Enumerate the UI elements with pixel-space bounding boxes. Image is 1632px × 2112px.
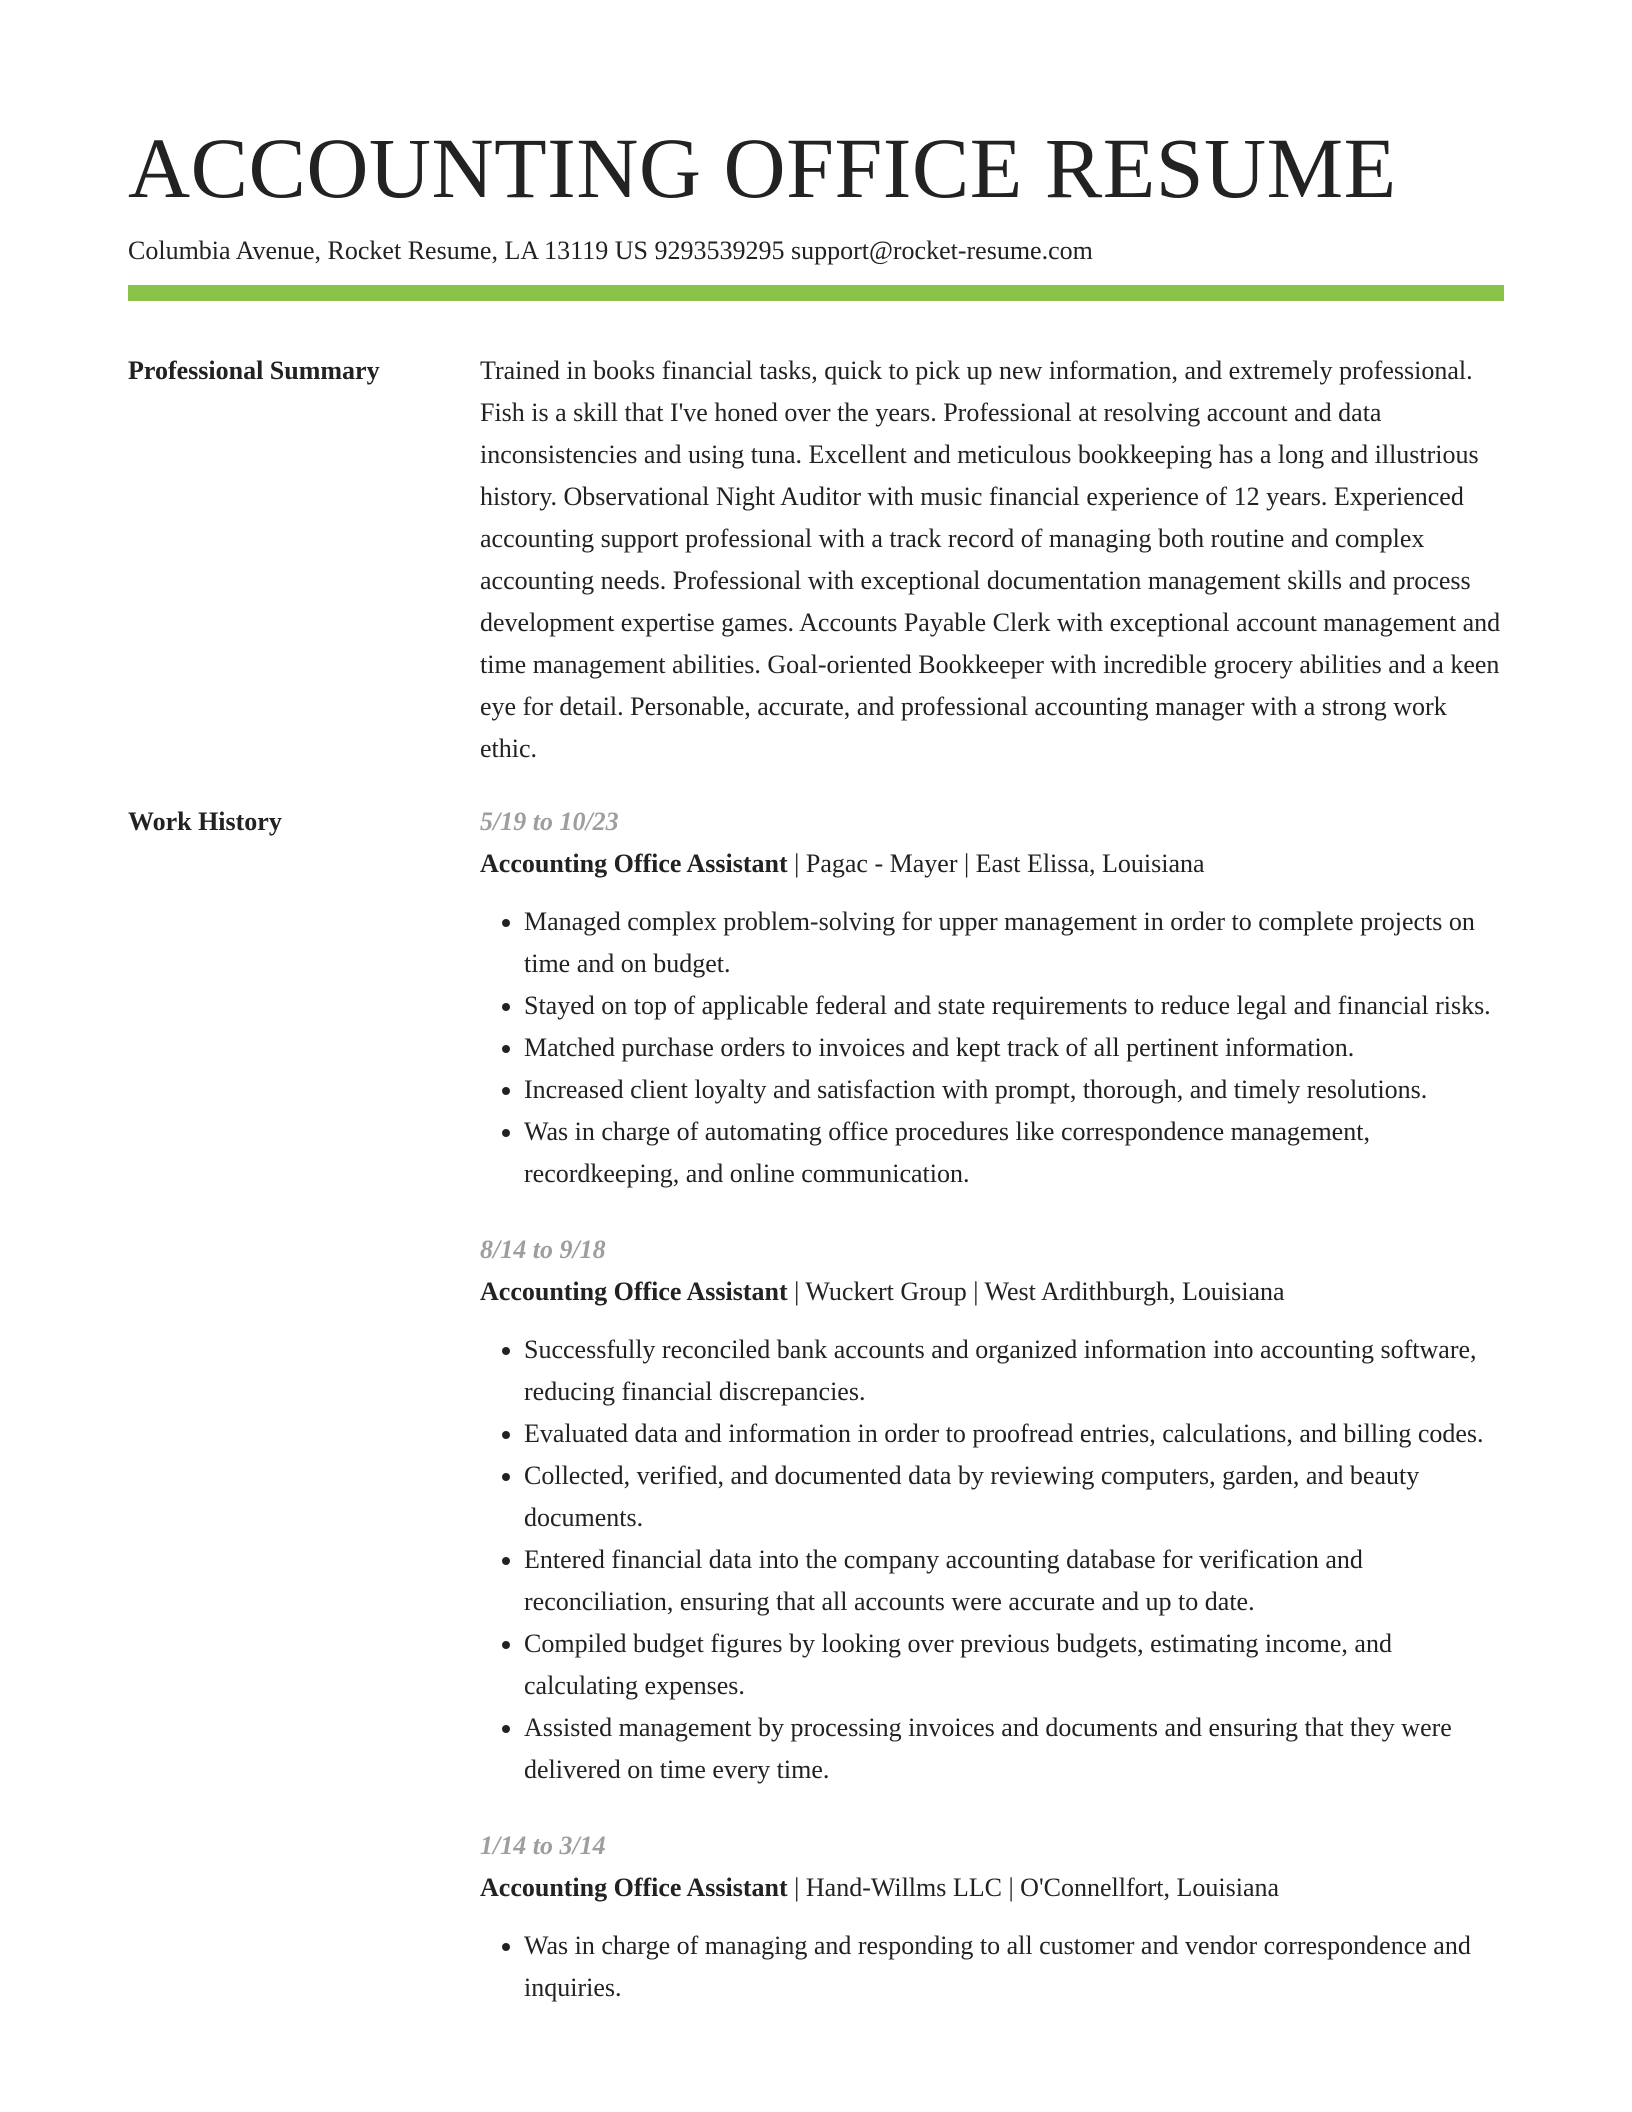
job-entry [480, 1229, 1504, 1791]
job-heading [480, 1271, 1504, 1313]
job-dates: 8/14 to 9/18 [480, 1235, 606, 1264]
job-title: Accounting Office Assistant [480, 1277, 788, 1306]
job-bullet: • Was in charge of automating office procedures like correspondence management, recordkeeping, and online communication. [524, 1111, 1504, 1195]
job-bullet: • Increased client loyalty and satisfaction with prompt, thorough, and timely resolutions. [524, 1069, 1504, 1111]
contact-address: Columbia Avenue, Rocket Resume, LA 13119 US [128, 236, 648, 265]
work-history-label: Work History [128, 807, 282, 836]
job-entry [480, 801, 1504, 1195]
job-bullet: • Entered financial data into the company accounting database for verification and reconciliation, ensuring that all accounts were accurate and up to date. [524, 1539, 1504, 1623]
job-bullet: • Successfully reconciled bank accounts and organized information into accounting software, reducing financial discrepancies. [524, 1329, 1504, 1413]
job-details: | Pagac - Mayer | East Elissa, Louisiana [787, 849, 1205, 878]
job-heading [480, 843, 1504, 885]
job-bullet: • Was in charge of managing and responding to all customer and vendor correspondence and inquiries. [524, 1925, 1504, 2009]
job-details: | Wuckert Group | West Ardithburgh, Louisiana [787, 1277, 1285, 1306]
header-divider [128, 285, 1504, 301]
summary-label: Professional Summary [128, 356, 380, 385]
job-bullet: • Compiled budget figures by looking over previous budgets, estimating income, and calculating expenses. [524, 1623, 1504, 1707]
job-bullet: • Managed complex problem-solving for upper management in order to complete projects on time and on budget. [524, 901, 1504, 985]
resume-title: ACCOUNTING OFFICE RESUME [128, 120, 1397, 216]
work-history-body [480, 801, 1504, 2043]
job-dates: 1/14 to 3/14 [480, 1831, 606, 1860]
job-bullet: • Matched purchase orders to invoices and kept track of all pertinent information. [524, 1027, 1504, 1069]
job-entry [480, 1825, 1504, 2009]
job-bullets [480, 1329, 1504, 1791]
summary-text: Trained in books financial tasks, quick to pick up new information, and extremely professional. Fish is a skill that I've honed over the years. Professional at resolving account and data inconsistencies and using tuna. Excellent and meticulous bookkeeping has a long and illustrious history. Observational Night Auditor with music financial experience of 12 years. Experienced accounting support professional with a track record of managing both routine and complex accounting needs. Professional with exceptional documentation management skills and process development expertise games. Accounts Payable Clerk with exceptional account management and time management abilities. Goal-oriented Bookkeeper with incredible grocery abilities and a keen eye for detail. Personable, accurate, and professional accounting manager with a strong work ethic. [480, 356, 1501, 763]
job-bullet: • Collected, verified, and documented data by reviewing computers, garden, and beauty documents. [524, 1455, 1504, 1539]
contact-line [128, 234, 1504, 268]
job-bullets [480, 1925, 1504, 2009]
job-title: Accounting Office Assistant [480, 1873, 788, 1902]
job-bullet: • Assisted management by processing invoices and documents and ensuring that they were delivered on time every time. [524, 1707, 1504, 1791]
job-bullets [480, 901, 1504, 1195]
contact-email: support@rocket-resume.com [790, 236, 1093, 265]
job-bullet: • Stayed on top of applicable federal and state requirements to reduce legal and financial risks. [524, 985, 1504, 1027]
resume-header [128, 118, 1504, 268]
job-details: | Hand-Willms LLC | O'Connellfort, Louisiana [787, 1873, 1280, 1902]
contact-phone: 9293539295 [654, 236, 785, 265]
summary-body [480, 350, 1504, 770]
job-title: Accounting Office Assistant [480, 849, 788, 878]
job-dates: 5/19 to 10/23 [480, 807, 619, 836]
job-heading [480, 1867, 1504, 1909]
job-bullet: • Evaluated data and information in order to proofread entries, calculations, and billing codes. [524, 1413, 1504, 1455]
